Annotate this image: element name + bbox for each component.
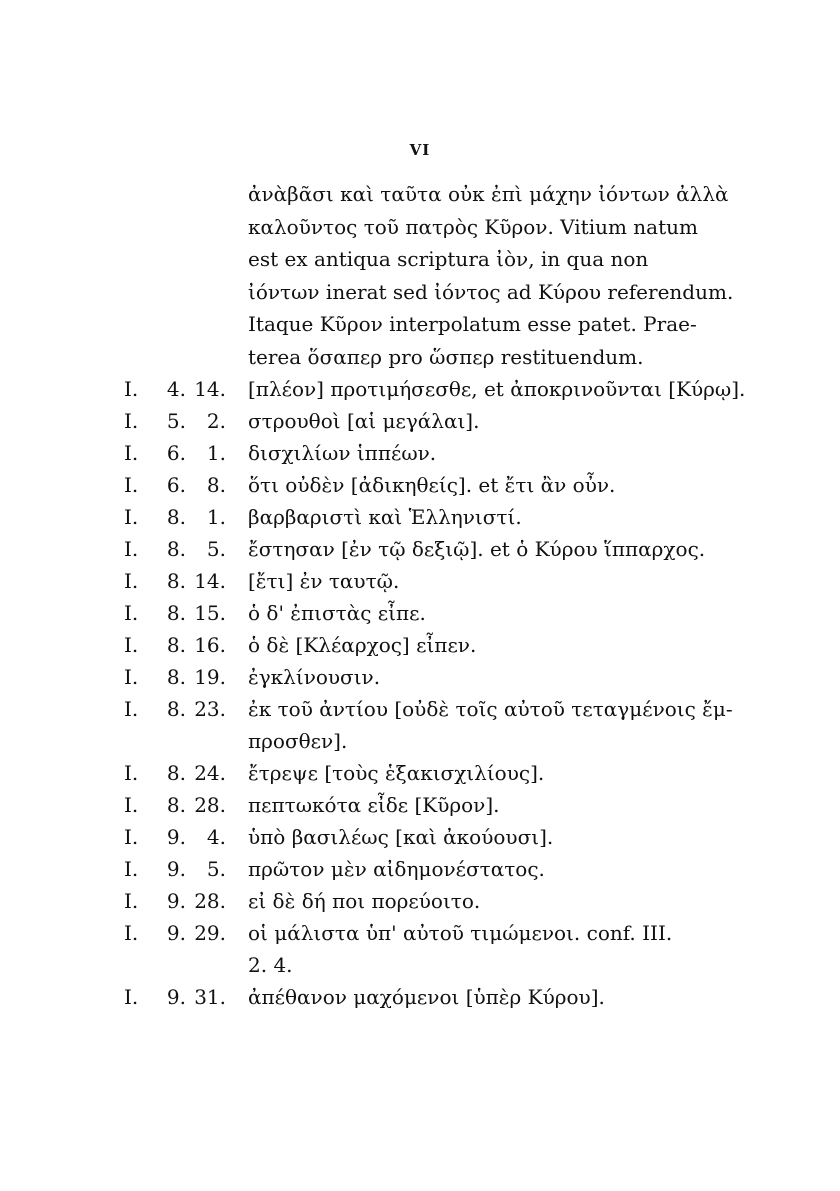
entry-section: 16. <box>194 633 226 657</box>
entry-text <box>248 373 746 405</box>
entry-text <box>248 661 724 693</box>
entry-section: 24. <box>194 761 226 785</box>
entry-section: 5. <box>206 537 226 561</box>
emendation-entry <box>124 437 724 469</box>
entry-book: I. <box>124 761 139 785</box>
entry-text-line: εἰ δὲ δή ποι πορεύοιτο. <box>248 889 481 913</box>
entry-text <box>248 757 724 789</box>
entry-text <box>248 821 724 853</box>
entry-section: 1. <box>206 505 226 529</box>
entry-text <box>248 789 724 821</box>
entry-text-line: [ἔτι] ἐν ταυτῷ. <box>248 569 400 593</box>
emendation-entry <box>124 373 746 405</box>
emendation-entry <box>124 501 724 533</box>
entry-chapter: 8. <box>166 633 186 657</box>
entry-text-line: ὅτι οὐδὲν [ἀδικηθείς]. et ἔτι ἂν οὖν. <box>248 473 616 497</box>
entry-text-line: ὁ δὲ [Κλέαρχος] εἶπεν. <box>248 633 477 657</box>
entry-text <box>248 853 724 885</box>
entry-text-line: ἀπέθανον μαχόμενοι [ὑπὲρ Κύρου]. <box>248 985 605 1009</box>
entry-text <box>248 597 724 629</box>
entry-section: 23. <box>194 697 226 721</box>
entry-book: I. <box>124 825 139 849</box>
entry-book: I. <box>124 537 139 561</box>
entry-section: 14. <box>194 569 226 593</box>
entry-text-line: 2. 4. <box>248 953 293 977</box>
emendation-list <box>124 373 746 1013</box>
entry-book: I. <box>124 697 139 721</box>
emendation-entry <box>124 853 724 885</box>
entry-text <box>248 533 724 565</box>
entry-book: I. <box>124 793 139 817</box>
entry-section: 19. <box>194 665 226 689</box>
entry-section: 15. <box>194 601 226 625</box>
entry-text-line: οἱ μάλιστα ὑπ' αὐτοῦ τιμώμενοι. conf. III. <box>248 921 673 945</box>
entry-text-line: πρῶτον μὲν αἰδημονέστατος. <box>248 857 545 881</box>
entry-section: 4. <box>206 825 226 849</box>
entry-chapter: 4. <box>166 377 186 401</box>
intro-line: ἀνὰβᾶσι καὶ ταῦτα οὐκ ἐπὶ μάχην ἰόντων ἀλλὰ <box>248 182 729 206</box>
entry-chapter: 8. <box>166 761 186 785</box>
entry-text <box>248 917 724 981</box>
emendation-entry <box>124 533 724 565</box>
entry-chapter: 9. <box>166 857 186 881</box>
entry-chapter: 9. <box>166 825 186 849</box>
entry-text <box>248 437 724 469</box>
emendation-entry <box>124 565 724 597</box>
entry-chapter: 9. <box>166 985 186 1009</box>
entry-section: 5. <box>206 857 226 881</box>
entry-section: 14. <box>194 377 226 401</box>
entry-chapter: 8. <box>166 697 186 721</box>
entry-section: 28. <box>194 793 226 817</box>
entry-text <box>248 405 724 437</box>
intro-line: ἰόντων inerat sed ἰόντος ad Κύρου referendum. <box>248 279 734 304</box>
entry-book: I. <box>124 857 139 881</box>
entry-text-line: ἐκ τοῦ ἀντίου [οὐδὲ τοῖς αὐτοῦ τεταγμένοις ἔμ- <box>248 697 733 721</box>
emendation-entry <box>124 597 724 629</box>
entry-text-line: βαρβαριστὶ καὶ Ἑλληνιστί. <box>248 505 522 529</box>
entry-section: 1. <box>206 441 226 465</box>
entry-text <box>248 629 724 661</box>
entry-chapter: 8. <box>166 601 186 625</box>
entry-text <box>248 885 724 917</box>
entry-text-line: ἔστησαν [ἐν τῷ δεξιῷ]. et ὁ Κύρου ἵππαρχος. <box>248 537 706 561</box>
entry-chapter: 9. <box>166 889 186 913</box>
entry-text-line: πεπτωκότα εἶδε [Κῦρον]. <box>248 793 500 817</box>
emendation-entry <box>124 885 724 917</box>
emendation-entry <box>124 789 724 821</box>
entry-text-line: δισχιλίων ἱππέων. <box>248 441 437 465</box>
entry-book: I. <box>124 505 139 529</box>
entry-book: I. <box>124 441 139 465</box>
entry-text <box>248 693 733 757</box>
entry-book: I. <box>124 409 139 433</box>
entry-section: 28. <box>194 889 226 913</box>
entry-book: I. <box>124 473 139 497</box>
entry-text-line: προσθεν]. <box>248 729 348 753</box>
entry-chapter: 8. <box>166 793 186 817</box>
entry-chapter: 8. <box>166 537 186 561</box>
entry-text <box>248 981 724 1013</box>
entry-chapter: 6. <box>166 473 186 497</box>
entry-book: I. <box>124 633 139 657</box>
emendation-entry <box>124 693 733 757</box>
emendation-entry <box>124 629 724 661</box>
entry-book: I. <box>124 569 139 593</box>
emendation-entry <box>124 469 724 501</box>
entry-book: I. <box>124 889 139 913</box>
entry-text-line: [πλέον] προτιμήσεσθε, et ἀποκρινοῦνται [Κύρῳ]. <box>248 377 746 401</box>
entry-text <box>248 565 724 597</box>
entry-text-line: ἔτρεψε [τοὺς ἑξακισχιλίους]. <box>248 761 545 785</box>
entry-chapter: 8. <box>166 505 186 529</box>
entry-book: I. <box>124 665 139 689</box>
page-number: VI <box>409 141 431 159</box>
entry-chapter: 8. <box>166 569 186 593</box>
entry-text-line: ὁ δ' ἐπιστὰς εἶπε. <box>248 601 426 625</box>
entry-text <box>248 501 724 533</box>
entry-book: I. <box>124 921 139 945</box>
emendation-entry <box>124 757 724 789</box>
entry-section: 2. <box>206 409 226 433</box>
intro-line: est ex antiqua scriptura ἰὸν, in qua non <box>248 247 649 271</box>
entry-book: I. <box>124 377 139 401</box>
entry-book: I. <box>124 985 139 1009</box>
emendation-entry <box>124 661 724 693</box>
entry-text-line: ὑπὸ βασιλέως [καὶ ἀκούουσι]. <box>248 825 554 849</box>
intro-line: καλοῦντος τοῦ πατρὸς Κῦρον. Vitium natum <box>248 214 698 239</box>
entry-section: 8. <box>206 473 226 497</box>
intro-line: Itaque Κῦρον interpolatum esse patet. Prae- <box>248 312 697 336</box>
entry-chapter: 6. <box>166 441 186 465</box>
entry-section: 31. <box>194 985 226 1009</box>
emendation-entry <box>124 821 724 853</box>
entry-text-line: ἐγκλίνουσιν. <box>248 665 381 689</box>
intro-line: terea ὅσαπερ pro ὥσπερ restituendum. <box>248 344 644 369</box>
emendation-entry <box>124 981 724 1013</box>
entry-chapter: 8. <box>166 665 186 689</box>
entry-chapter: 5. <box>166 409 186 433</box>
entry-text <box>248 469 724 501</box>
emendation-entry <box>124 917 724 981</box>
intro-paragraph <box>248 178 734 373</box>
entry-text-line: στρουθοὶ [αἱ μεγάλαι]. <box>248 409 480 433</box>
emendation-entry <box>124 405 724 437</box>
entry-chapter: 9. <box>166 921 186 945</box>
entry-book: I. <box>124 601 139 625</box>
entry-section: 29. <box>194 921 226 945</box>
